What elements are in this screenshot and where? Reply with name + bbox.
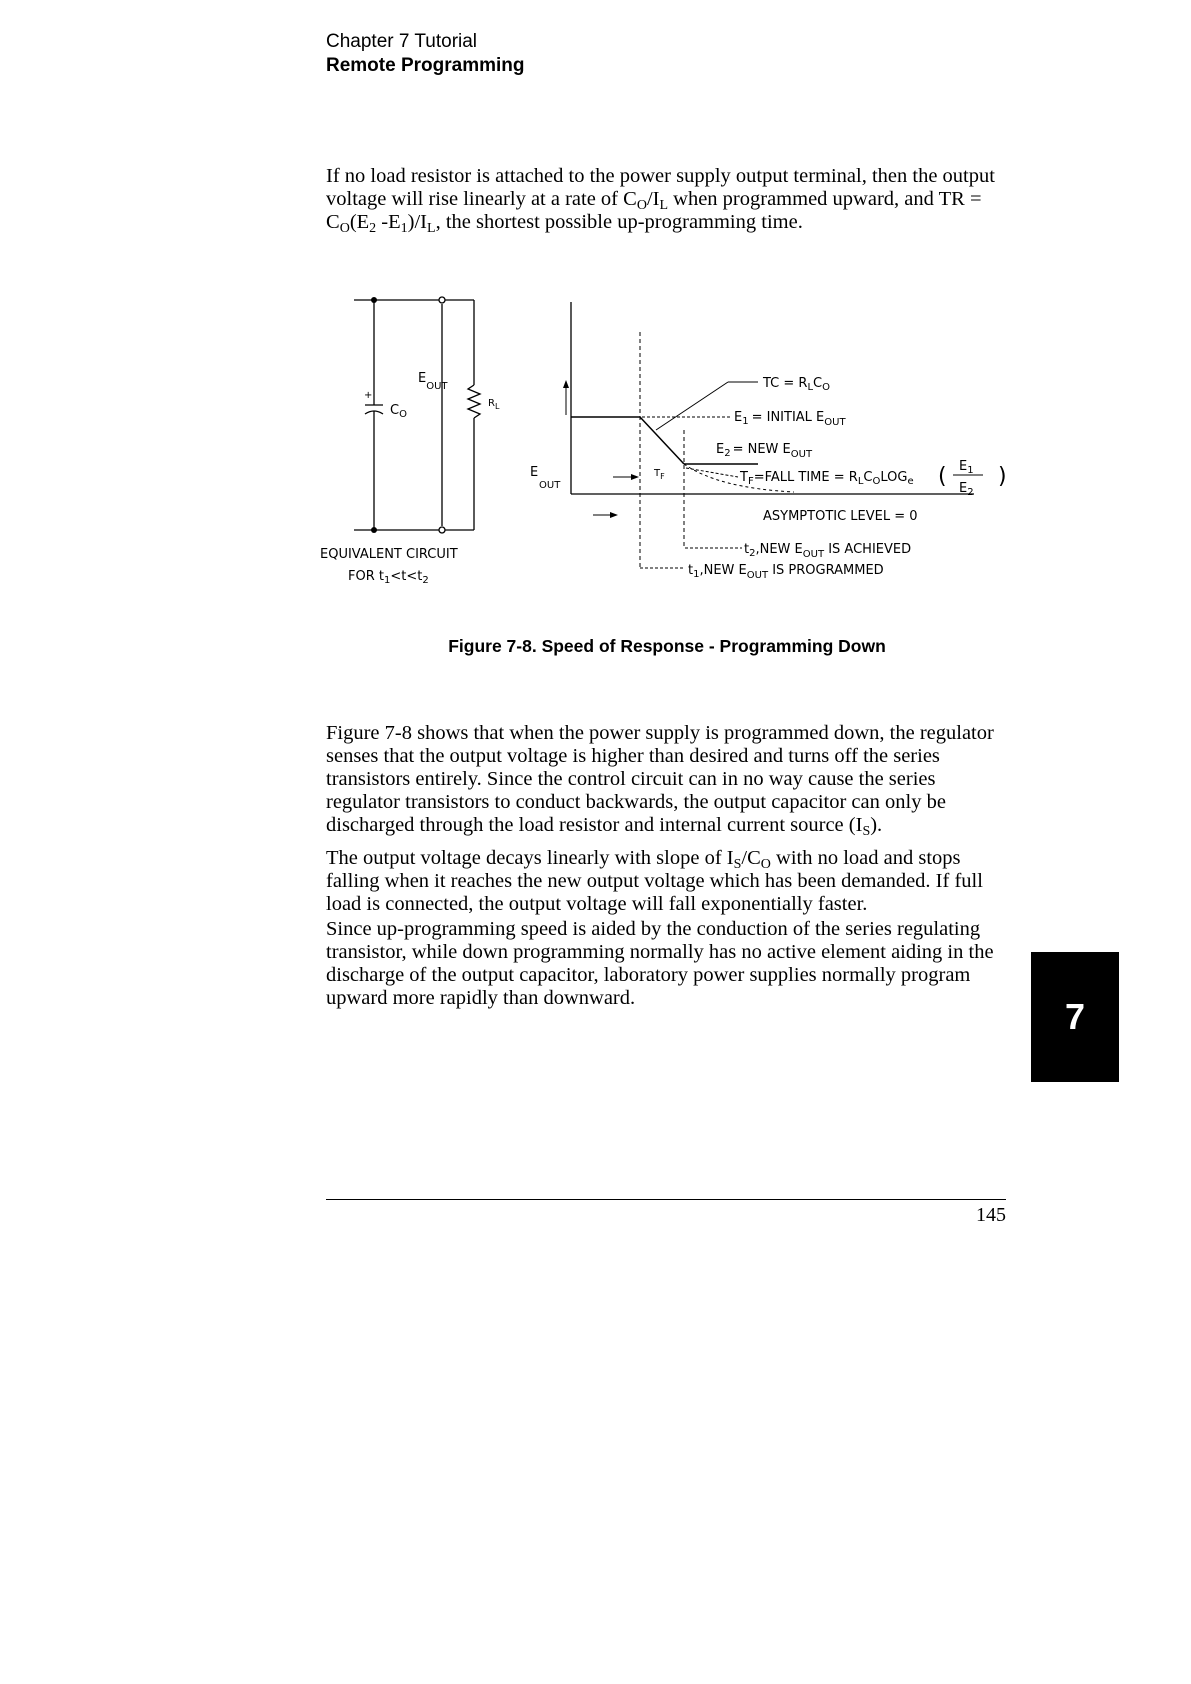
chapter-thumb-tab xyxy=(1031,952,1119,1082)
zero-level-arrow-head xyxy=(610,512,618,518)
capacitor-polarity: + xyxy=(364,390,373,401)
fraction-open-paren: ( xyxy=(938,464,947,489)
node-dot-top xyxy=(371,297,377,303)
asymptotic-level-label: ASYMPTOTIC LEVEL = 0 xyxy=(763,509,918,524)
output-terminal-top xyxy=(439,297,445,303)
chapter-title: Chapter 7 Tutorial xyxy=(326,31,478,52)
capacitor-label: $C_O$ xyxy=(390,403,407,420)
t1-label: $t_1,NEW$ $E_{OUT}$ IS PROGRAMMED xyxy=(688,563,884,581)
equivalent-circuit xyxy=(354,297,480,533)
equivalent-circuit-condition: FOR $t_1<t<t_2$ xyxy=(348,569,429,586)
t2-label: $t_2,NEW$ $E_{OUT}$ IS ACHIEVED xyxy=(744,542,912,560)
paragraph-3: The output voltage decays linearly with slope of $I_S/C_O$ with no load and stops falling when it reaches the new output voltage which has been demanded. If full load is connected, the output voltage will fall exponentially faster. xyxy=(326,847,983,915)
speed-of-response-figure xyxy=(318,290,1038,610)
tc-label: TC = $R_LC_O$ xyxy=(763,376,830,393)
tc-leader-line xyxy=(656,382,728,430)
tf-label: $T_F=FALL$ TIME = $R_LC_OLOG_e$ xyxy=(740,470,914,487)
e1-label: $E_1$ = INITIAL $E_{OUT}$ xyxy=(734,410,846,428)
circuit-eout-label: $E_{OUT}$ xyxy=(418,371,448,392)
linear-decay-segment xyxy=(640,417,684,464)
plot-eout-label: EOUT xyxy=(530,465,561,491)
fraction-numerator: $E_1$ xyxy=(959,459,974,476)
fraction-denominator: $E_2$ xyxy=(959,481,974,498)
paragraph-1: If no load resistor is attached to the power supply output terminal, then the output voltage will rise linearly at a rate of $C_O/I_L$ when programmed upward, and TR = $C_O(E_2$ $-E_1)/I_L$, the shortest possible up-programming time. xyxy=(326,165,995,236)
paragraph-2: Figure 7-8 shows that when the power supply is programmed down, the regulator senses that the output voltage is higher than desired and turns off the series transistors entirely. Since the control circuit can in no way cause the series regulator transistors to conduct backwards, the output capacitor can only be discharged through the load resistor and internal current source $(I_S)$. xyxy=(326,722,994,839)
equivalent-circuit-label: EQUIVALENT CIRCUIT xyxy=(320,547,458,562)
output-terminal-bottom xyxy=(439,527,445,533)
running-header xyxy=(326,30,524,78)
response-plot xyxy=(566,302,974,568)
paragraph-4: Since up-programming speed is aided by the conduction of the series regulating transistor, while down programming normally has no active element aiding in the discharge of the output capacitor, laboratory power supplies normally program upward more rapidly than downward. xyxy=(326,918,994,1009)
tf-marker-label: $T_F$ xyxy=(654,468,665,481)
footer-rule xyxy=(326,1199,1006,1200)
tf-arrow-head xyxy=(631,474,639,480)
tf-leader-line xyxy=(686,468,738,477)
eout-arrow-head xyxy=(563,380,569,388)
resistor-label: $R_L$ xyxy=(488,398,500,411)
e2-label: $E_2$ = NEW $E_{OUT}$ xyxy=(716,442,813,460)
figure-caption: Figure 7-8. Speed of Response - Programming Down xyxy=(448,636,886,656)
node-dot-bottom xyxy=(371,527,377,533)
load-resistor xyxy=(468,385,480,418)
section-title: Remote Programming xyxy=(326,55,525,76)
chapter-tab-number: 7 xyxy=(1064,996,1086,1037)
fraction-close-paren: ) xyxy=(998,464,1007,489)
page-number: 145 xyxy=(976,1204,1006,1226)
